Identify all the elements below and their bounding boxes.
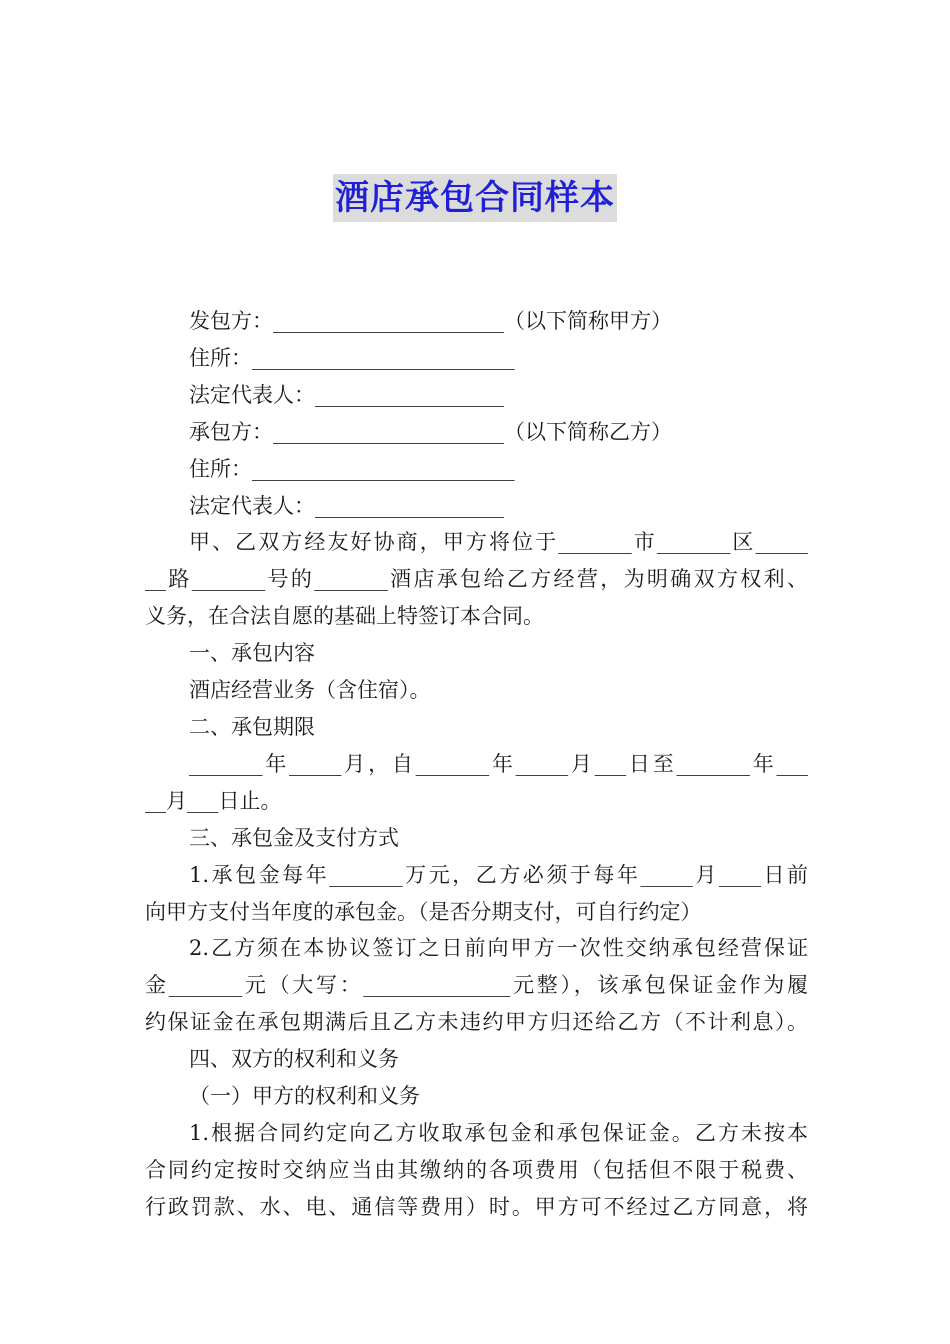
section-4-item1-line3: 行政罚款、水、电、通信等费用）时。甲方可不经过乙方同意，将 [145,1194,808,1219]
party-b-representative: 法定代表人：__________________ [189,493,504,518]
intro-paragraph-line2: __路_______号的_______酒店承包给乙方经营，为明确双方权利、 [145,567,808,592]
section-4-heading: 四、双方的权利和义务 [189,1047,399,1072]
section-3-item2-line1: 2.乙方须在本协议签订之日前向甲方一次性交纳承包经营保证 [189,936,808,961]
document-body [145,303,808,1226]
section-2-heading: 二、承包期限 [189,714,315,739]
intro-paragraph-line1: 甲、乙双方经友好协商，甲方将位于_______市_______区_____ [189,530,808,555]
section-3-item2-line2: 金_______元（大写：______________元整），该承包保证金作为履 [145,973,808,998]
intro-paragraph-line3: 义务，在合法自愿的基础上特签订本合同。 [145,604,544,629]
section-2-body-line2: __月___日止。 [145,788,282,813]
party-a-line: 发包方：______________________（以下简称甲方） [189,309,672,333]
section-3-item1-line1: 1.承包金每年_______万元，乙方必须于每年_____月____日前 [189,862,808,887]
section-3-item1-line2: 向甲方支付当年度的承包金。（是否分期支付，可自行约定） [145,899,702,924]
party-a-representative: 法定代表人：__________________ [189,382,504,407]
section-3-heading: 三、承包金及支付方式 [189,825,399,850]
party-b-address: 住所：_________________________ [189,456,515,481]
section-4-item1-line1: 1.根据合同约定向乙方收取承包金和承包保证金。乙方未按本 [189,1120,808,1145]
party-b-line: 承包方：______________________（以下简称乙方） [189,419,672,444]
document-title-wrap [0,174,950,222]
section-3-item2-line3: 约保证金在承包期满后且乙方未违约甲方归还给乙方（不计利息）。 [145,1010,808,1035]
section-4-item1-line2: 合同约定按时交纳应当由其缴纳的各项费用（包括但不限于税费、 [145,1157,808,1182]
section-1-heading: 一、承包内容 [189,641,315,666]
document-title: 酒店承包合同样本 [333,174,617,222]
section-1-body: 酒店经营业务（含住宿）。 [189,678,431,703]
section-4-subheading-1: （一）甲方的权利和义务 [189,1084,420,1109]
section-2-body-line1: _______年_____月，自_______年_____月___日至_______年___ [189,751,808,776]
party-a-address: 住所：_________________________ [189,345,515,370]
